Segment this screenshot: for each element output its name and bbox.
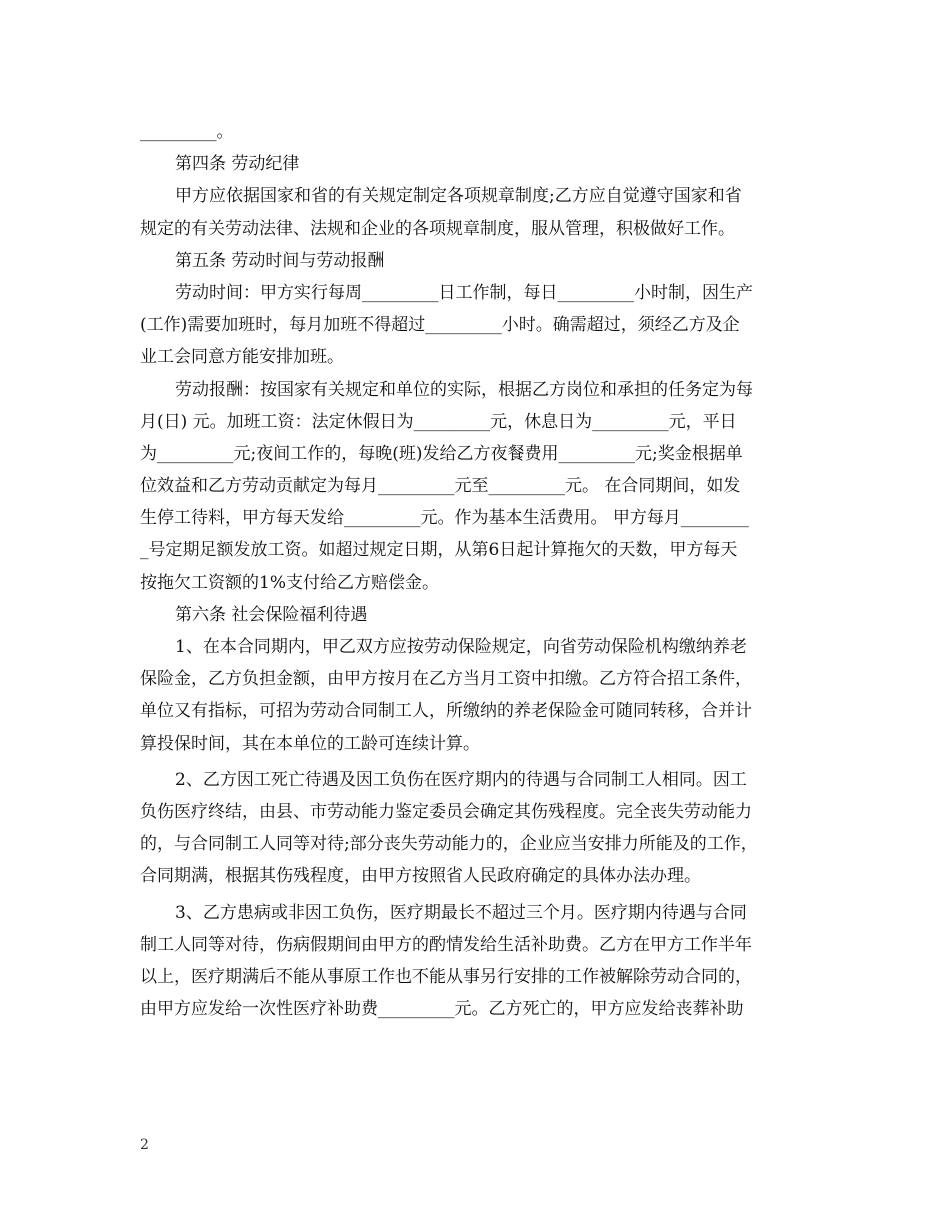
text-line: 生停工待料，甲方每天发给_________元。作为基本生活费用。 甲方每月________ [140,508,749,529]
text-line: (工作)需要加班时，每月加班不得超过_________小时。确需超过，须经乙方及企 [140,315,740,336]
article-heading-4: 第四条 劳动纪律 [175,154,300,175]
text-line: 由甲方应发给一次性医疗补助费_________元。乙方死亡的，甲方应发给丧葬补助 [140,999,744,1020]
text-line: 劳动报酬：按国家有关规定和单位的实际，根据乙方岗位和承担的任务定为每 [175,379,753,400]
text-line: _________。 [140,122,234,142]
text-line: 合同期满，根据其伤残程度，由甲方按照省人民政府确定的具体办法办理。 [140,866,701,887]
page-number: 2 [140,1137,149,1153]
text-line: 位效益和乙方劳动贡献定为每月_________元至_________元。 在合同期间，如发 [140,476,741,497]
text-line: 甲方应依据国家和省的有关规定制定各项规章制度;乙方应自觉遵守国家和省 [175,186,742,207]
text-line: 负伤医疗终结，由县、市劳动能力鉴定委员会确定其伤残程度。完全丧失劳动能力 [140,801,752,822]
text-line: 算投保时间，其在本单位的工龄可连续计算。 [140,733,480,754]
text-line: 以上，医疗期满后不能从事原工作也不能从事另行安排的工作被解除劳动合同的， [140,966,752,987]
text-line: 劳动时间：甲方实行每周_________日工作制，每日_________小时制，因生产 [175,282,753,303]
text-line: 业工会同意方能安排加班。 [140,347,344,368]
text-line: 2、乙方因工死亡待遇及因工负伤在医疗期内的待遇与合同制工人相同。因工 [175,769,747,790]
text-line: 单位又有指标，可招为劳动合同制工人，所缴纳的养老保险金可随同转移，合并计 [140,701,752,722]
text-line: 保险金，乙方负担金额，由甲方按月在乙方当月工资中扣缴。乙方符合招工条件， [140,669,752,690]
text-line: 规定的有关劳动法律、法规和企业的各项规章制度，服从管理，积极做好工作。 [140,218,735,239]
text-line: 为_________元;夜间工作的，每晚(班)发给乙方夜餐费用_________元;奖金根据单 [140,443,743,464]
document-body [140,116,812,1025]
text-line: 的，与合同制工人同等对待;部分丧失劳动能力的，企业应当安排力所能及的工作， [140,834,758,855]
text-line: 月(日) 元。加班工资：法定休假日为_________元，休息日为_________元，平日 [140,411,737,432]
text-line: _号定期足额发放工资。如超过规定日期，从第6日起计算拖欠的天数，甲方每天 [140,540,738,561]
article-heading-6: 第六条 社会保险福利待遇 [175,604,368,625]
text-line: 制工人同等对待，伤病假期间由甲方的酌情发给生活补助费。乙方在甲方工作半年 [140,934,752,955]
text-line: 1、在本合同期内，甲乙双方应按劳动保险规定，向省劳动保险机构缴纳养老 [175,637,747,657]
article-heading-5: 第五条 劳动时间与劳动报酬 [175,250,385,271]
text-line: 按拖欠工资额的1%支付给乙方赔偿金。 [140,572,439,593]
text-line: 3、乙方患病或非因工负伤，医疗期最长不超过三个月。医疗期内待遇与合同 [175,902,747,923]
